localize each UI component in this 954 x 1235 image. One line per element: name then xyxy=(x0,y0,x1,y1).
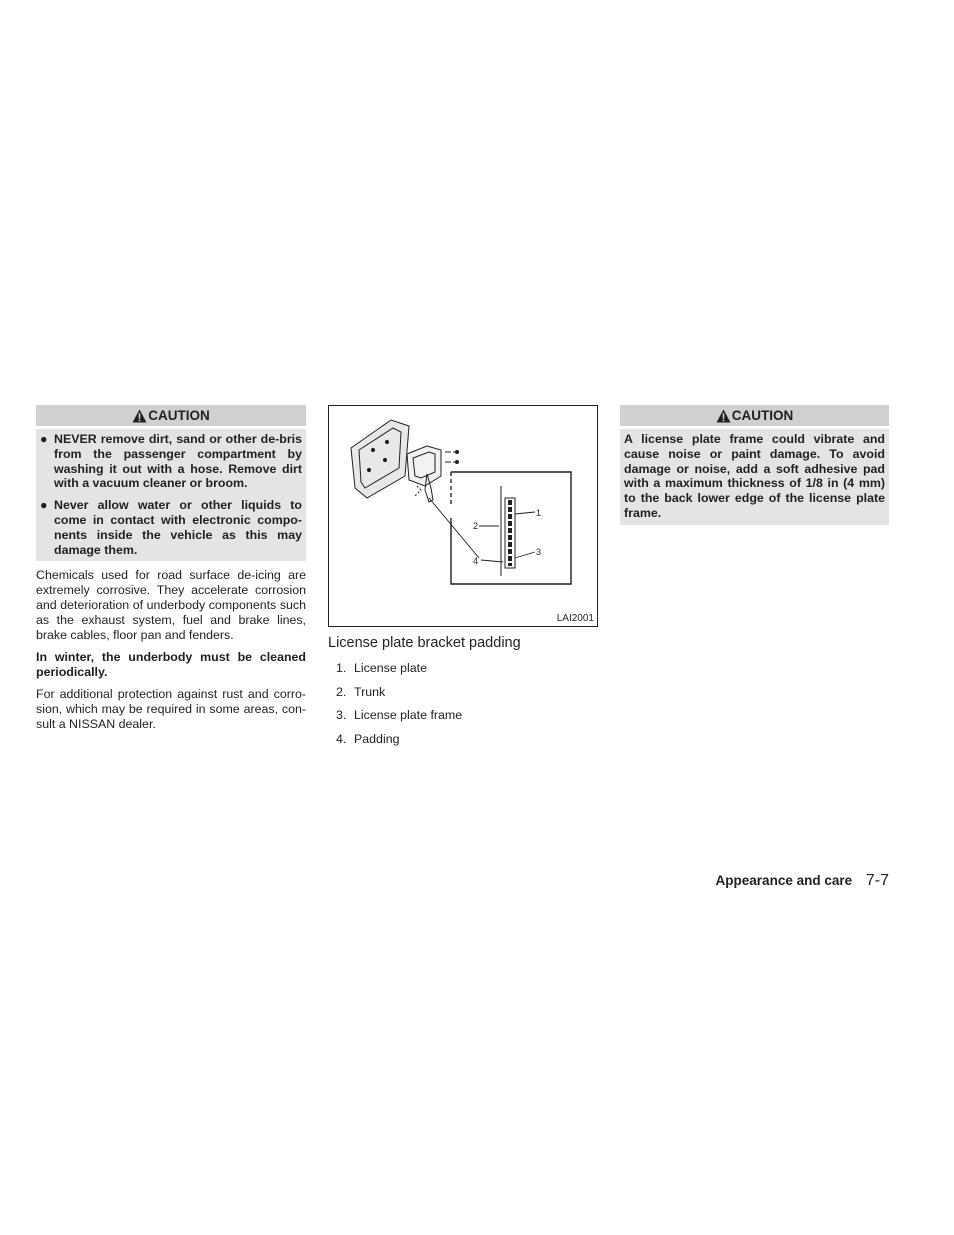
caution-body xyxy=(36,429,306,561)
caution-text: A license plate frame could vibrate and cause noise or paint damage. To avoid damage or noise, add a soft adhesive pad with a maximum thickness of 1/8 in (4 mm) to the back lower edge of the license plate frame. xyxy=(624,432,885,520)
leader-lines xyxy=(429,498,535,562)
caution-bullet-text: Never allow water or other liquids to come in contact with electronic compo-nents inside the vehicle as this may damage them. xyxy=(54,498,302,557)
warning-icon xyxy=(716,409,731,423)
page-footer xyxy=(716,872,889,890)
caution-bullet xyxy=(40,498,302,557)
figure-illustration xyxy=(328,405,598,627)
figure-legend-list xyxy=(336,661,598,755)
license-plate-bracket-diagram xyxy=(329,406,597,626)
license-plate-drawing xyxy=(351,420,459,502)
body-paragraph: Chemicals used for road surface de-icing are extremely corrosive. They accelerate corrosion and deterioration of underbody components such as the exhaust system, fuel and brake lines, brake cables, floor pan and fenders. xyxy=(36,568,306,642)
caution-header xyxy=(620,405,889,426)
caution-bullet-text: NEVER remove dirt, sand or other de-bris from the passenger compartment by washing it out with a hose. Remove dirt with a vacuum cleaner or broom. xyxy=(54,432,302,491)
warning-icon xyxy=(132,409,147,423)
list-item: 3. License plate frame xyxy=(336,708,463,722)
body-paragraph: For additional protection against rust and corro-sion, which may be required in some areas, con-sult a NISSAN dealer. xyxy=(36,686,306,731)
bullet-icon: ● xyxy=(40,432,48,446)
figure-caption: License plate bracket padding xyxy=(328,635,521,651)
caution-header xyxy=(36,405,306,426)
caution-title: CAUTION xyxy=(148,408,210,423)
caution-title: CAUTION xyxy=(731,408,794,423)
page-number: 7-7 xyxy=(865,872,889,889)
caution-bullet xyxy=(40,432,302,491)
callout-label: 3 xyxy=(536,547,542,557)
caution-body xyxy=(620,429,889,525)
section-title: Appearance and care xyxy=(715,873,853,888)
list-item: 4. Padding xyxy=(336,731,400,746)
bold-paragraph: In winter, the underbody must be cleaned periodically. xyxy=(36,650,306,680)
callout-label: 4 xyxy=(473,556,479,566)
callout-label: 1 xyxy=(536,508,542,518)
callout-label: 2 xyxy=(473,521,479,531)
frame-assembly xyxy=(501,486,515,576)
middle-column xyxy=(328,405,598,755)
figure-code: LAI2001 xyxy=(556,613,594,624)
right-column xyxy=(620,405,889,525)
bullet-icon: ● xyxy=(40,498,48,513)
left-column xyxy=(36,405,306,731)
list-item: 1. License plate xyxy=(336,661,428,675)
list-item: 2. Trunk xyxy=(336,684,386,699)
